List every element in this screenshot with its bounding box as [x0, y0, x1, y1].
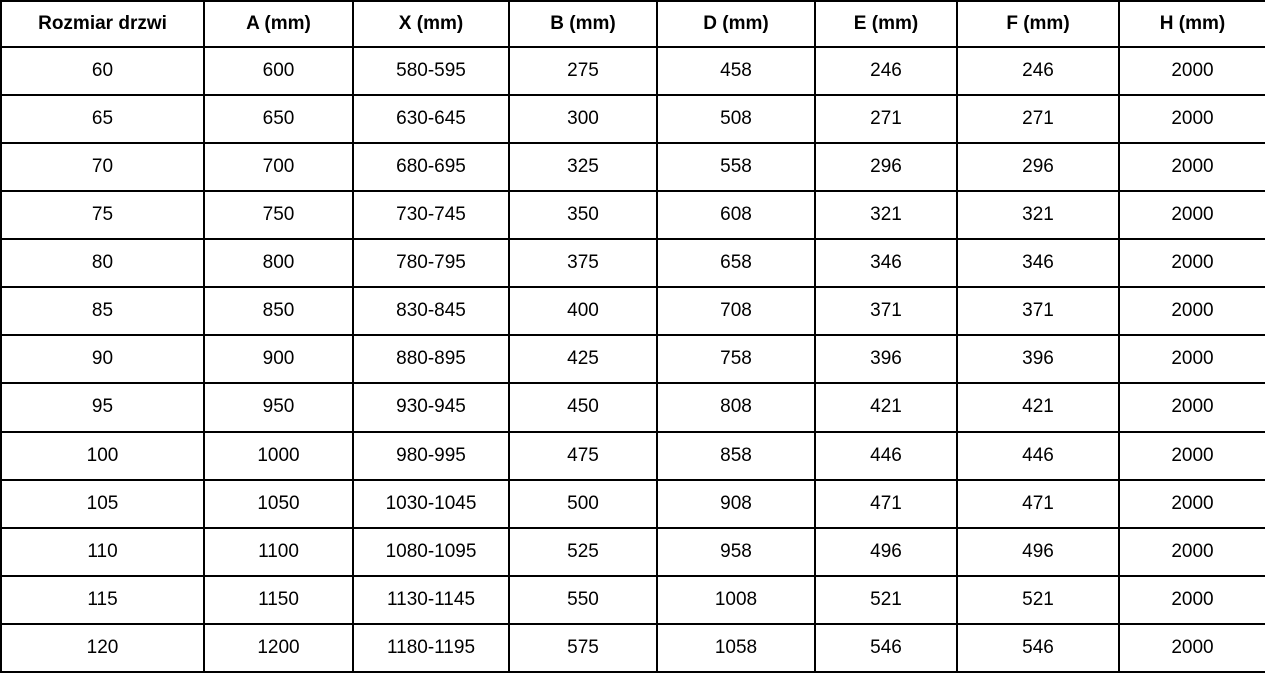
- table-cell: 780-795: [353, 239, 509, 287]
- column-header-b: B (mm): [509, 1, 657, 47]
- table-cell: 475: [509, 432, 657, 480]
- table-cell: 750: [204, 191, 353, 239]
- table-cell: 1008: [657, 576, 815, 624]
- table-cell: 2000: [1119, 383, 1265, 431]
- table-cell: 246: [957, 47, 1119, 95]
- table-cell: 680-695: [353, 143, 509, 191]
- table-cell: 758: [657, 335, 815, 383]
- table-cell: 421: [815, 383, 957, 431]
- column-header-f: F (mm): [957, 1, 1119, 47]
- table-cell: 325: [509, 143, 657, 191]
- table-cell: 120: [1, 624, 204, 672]
- table-cell: 950: [204, 383, 353, 431]
- table-cell: 558: [657, 143, 815, 191]
- table-cell: 425: [509, 335, 657, 383]
- table-cell: 2000: [1119, 335, 1265, 383]
- table-cell: 630-645: [353, 95, 509, 143]
- table-cell: 980-995: [353, 432, 509, 480]
- table-cell: 1030-1045: [353, 480, 509, 528]
- table-cell: 1058: [657, 624, 815, 672]
- table-cell: 550: [509, 576, 657, 624]
- table-row: [1, 287, 1265, 335]
- table-cell: 575: [509, 624, 657, 672]
- table-cell: 75: [1, 191, 204, 239]
- table-cell: 2000: [1119, 287, 1265, 335]
- table-cell: 880-895: [353, 335, 509, 383]
- table-cell: 321: [957, 191, 1119, 239]
- table-cell: 271: [957, 95, 1119, 143]
- table-cell: 525: [509, 528, 657, 576]
- table-cell: 650: [204, 95, 353, 143]
- table-cell: 296: [815, 143, 957, 191]
- table-cell: 500: [509, 480, 657, 528]
- table-cell: 1130-1145: [353, 576, 509, 624]
- table-cell: 508: [657, 95, 815, 143]
- column-header-e: E (mm): [815, 1, 957, 47]
- table-cell: 850: [204, 287, 353, 335]
- table-cell: 2000: [1119, 239, 1265, 287]
- table-cell: 830-845: [353, 287, 509, 335]
- table-cell: 658: [657, 239, 815, 287]
- table-cell: 70: [1, 143, 204, 191]
- column-header-rozmiar-drzwi: Rozmiar drzwi: [1, 1, 204, 47]
- table-cell: 396: [815, 335, 957, 383]
- table-cell: 546: [815, 624, 957, 672]
- table-cell: 100: [1, 432, 204, 480]
- table-cell: 95: [1, 383, 204, 431]
- table-cell: 1080-1095: [353, 528, 509, 576]
- table-cell: 450: [509, 383, 657, 431]
- table-row: [1, 528, 1265, 576]
- table-cell: 458: [657, 47, 815, 95]
- table-cell: 2000: [1119, 624, 1265, 672]
- table-cell: 271: [815, 95, 957, 143]
- table-cell: 2000: [1119, 528, 1265, 576]
- header-row: [1, 1, 1265, 47]
- table-cell: 60: [1, 47, 204, 95]
- table-cell: 371: [815, 287, 957, 335]
- table-row: [1, 239, 1265, 287]
- table-cell: 2000: [1119, 480, 1265, 528]
- table-row: [1, 576, 1265, 624]
- table-cell: 471: [815, 480, 957, 528]
- table-cell: 321: [815, 191, 957, 239]
- table-cell: 2000: [1119, 576, 1265, 624]
- table-cell: 346: [957, 239, 1119, 287]
- table-cell: 110: [1, 528, 204, 576]
- table-cell: 2000: [1119, 432, 1265, 480]
- table-cell: 296: [957, 143, 1119, 191]
- table-row: [1, 191, 1265, 239]
- table-cell: 65: [1, 95, 204, 143]
- table-cell: 300: [509, 95, 657, 143]
- table-row: [1, 432, 1265, 480]
- table-cell: 1150: [204, 576, 353, 624]
- table-row: [1, 624, 1265, 672]
- table-cell: 2000: [1119, 191, 1265, 239]
- table-cell: 546: [957, 624, 1119, 672]
- table-row: [1, 383, 1265, 431]
- table-row: [1, 480, 1265, 528]
- table-cell: 800: [204, 239, 353, 287]
- table-cell: 2000: [1119, 95, 1265, 143]
- table-cell: 580-595: [353, 47, 509, 95]
- table-cell: 930-945: [353, 383, 509, 431]
- table-cell: 908: [657, 480, 815, 528]
- table-cell: 421: [957, 383, 1119, 431]
- table-cell: 600: [204, 47, 353, 95]
- table-cell: 2000: [1119, 47, 1265, 95]
- table-cell: 1100: [204, 528, 353, 576]
- table-row: [1, 143, 1265, 191]
- table-cell: 350: [509, 191, 657, 239]
- table-cell: 371: [957, 287, 1119, 335]
- table-cell: 900: [204, 335, 353, 383]
- table-row: [1, 95, 1265, 143]
- table-cell: 608: [657, 191, 815, 239]
- table-cell: 90: [1, 335, 204, 383]
- table-cell: 85: [1, 287, 204, 335]
- table-cell: 708: [657, 287, 815, 335]
- table-cell: 808: [657, 383, 815, 431]
- table-cell: 1000: [204, 432, 353, 480]
- table-cell: 521: [815, 576, 957, 624]
- table-cell: 2000: [1119, 143, 1265, 191]
- table-cell: 346: [815, 239, 957, 287]
- table-cell: 1200: [204, 624, 353, 672]
- table-cell: 521: [957, 576, 1119, 624]
- column-header-x: X (mm): [353, 1, 509, 47]
- table-cell: 275: [509, 47, 657, 95]
- table-cell: 80: [1, 239, 204, 287]
- table-cell: 400: [509, 287, 657, 335]
- table-cell: 1180-1195: [353, 624, 509, 672]
- table-cell: 958: [657, 528, 815, 576]
- table-cell: 396: [957, 335, 1119, 383]
- table-cell: 471: [957, 480, 1119, 528]
- column-header-a: A (mm): [204, 1, 353, 47]
- table-cell: 115: [1, 576, 204, 624]
- table-cell: 246: [815, 47, 957, 95]
- table-cell: 375: [509, 239, 657, 287]
- table-cell: 105: [1, 480, 204, 528]
- table-cell: 700: [204, 143, 353, 191]
- table-cell: 446: [957, 432, 1119, 480]
- table-cell: 858: [657, 432, 815, 480]
- table-cell: 446: [815, 432, 957, 480]
- table-row: [1, 335, 1265, 383]
- table-cell: 1050: [204, 480, 353, 528]
- table-row: [1, 47, 1265, 95]
- table-cell: 496: [957, 528, 1119, 576]
- table-cell: 730-745: [353, 191, 509, 239]
- table-cell: 496: [815, 528, 957, 576]
- column-header-d: D (mm): [657, 1, 815, 47]
- column-header-h: H (mm): [1119, 1, 1265, 47]
